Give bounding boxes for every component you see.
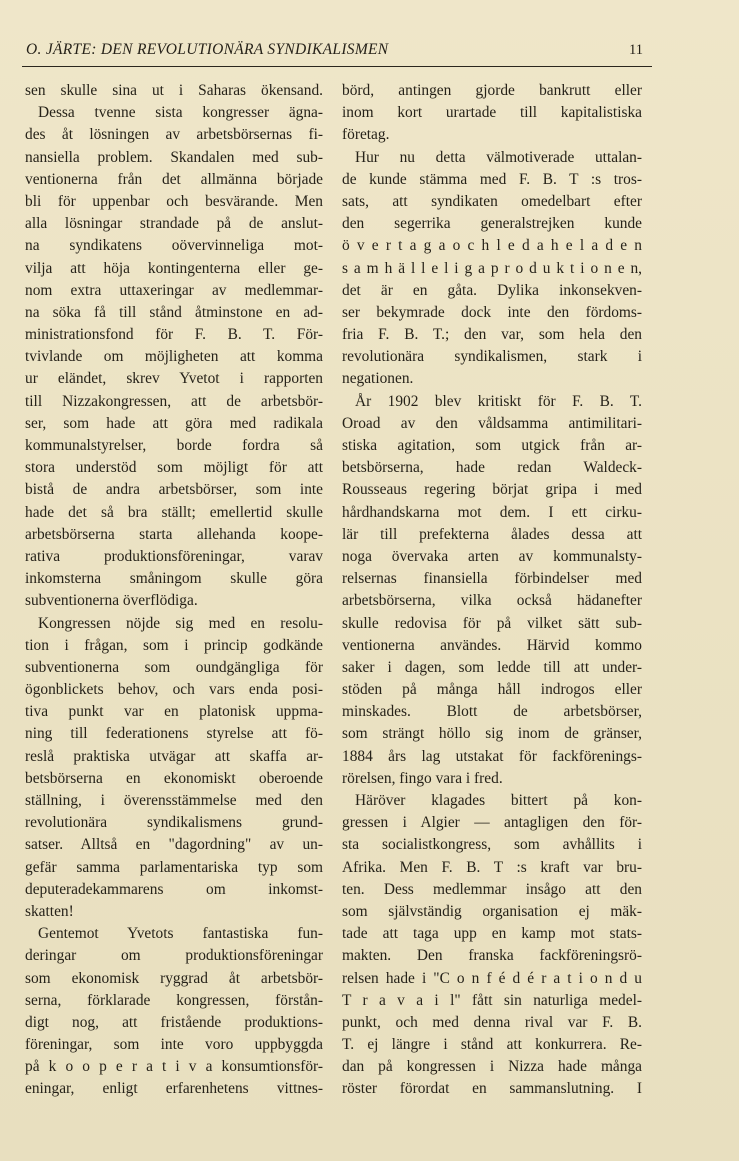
text-line: År 1902 blev kritiskt för F. B. T. <box>355 392 642 410</box>
text-line: vilja att höja kontingenterna eller ge- <box>25 259 323 277</box>
text-line: rativa produktionsföreningar, varav <box>25 547 323 565</box>
text-line: revolutionära syndikalismen, stark i <box>342 348 642 366</box>
text-line: ser bekymrade dock inte den fördoms- <box>342 303 642 321</box>
text-line: Gentemot Yvetots fantastiska fun- <box>38 925 323 943</box>
text-line: dan på kongressen i Nizza hade många <box>342 1058 642 1076</box>
text-line: ö v e r t a g a o c h l e d a h e l a d e n <box>342 237 642 255</box>
text-line: tvivlande om möjligheten att komma <box>25 348 323 366</box>
text-line: reslå praktiska utvägar att skaffa ar- <box>25 747 323 765</box>
text-line: sats, att syndikaten omedelbart efter <box>342 192 642 210</box>
text-line: rörelsen, fingo vara i fred. <box>342 769 503 787</box>
text-line: des åt lösningen av arbetsbörsernas fi- <box>25 126 323 144</box>
text-line: noga övervaka arten av kommunalsty- <box>342 547 642 565</box>
text-line: ventionerna från det allmänna började <box>25 170 323 188</box>
text-line: inkomsterna småningom skulle göra <box>25 570 323 588</box>
text-line: nansiella problem. Skandalen med sub- <box>25 148 323 166</box>
text-line: ten. Dess medlemmar insågo att den <box>342 880 642 898</box>
text-line: bistå de andra arbetsbörser, som inte <box>25 481 323 499</box>
text-line: Hur nu detta välmotiverade uttalan- <box>355 148 642 166</box>
text-line: na syndikatens oövervinneliga mot- <box>25 237 323 255</box>
text-line: s a m h ä l l e l i g a p r o d u k t i o n e n, <box>342 259 642 277</box>
text-line: alla lösningar strandade på de anslut- <box>25 215 323 233</box>
text-line: Rousseaus regering börjat gripa i med <box>342 481 642 499</box>
text-line: negationen. <box>342 370 414 388</box>
text-line: satser. Alltså en "dagordning" av un- <box>25 836 323 854</box>
text-line: sta socialistkongress, som avhållits i <box>342 836 642 854</box>
running-title: O. JÄRTE: DEN REVOLUTIONÄRA SYNDIKALISMEN <box>26 41 389 58</box>
text-line: betsbörserna en ekonomiskt oberoende <box>25 769 323 787</box>
text-line: Kongressen nöjde sig med en resolu- <box>38 614 323 632</box>
text-line: gefär samma parlamentariska typ som <box>25 858 323 876</box>
text-line: sen skulle sina ut i Saharas ökensand. <box>25 82 323 99</box>
text-line: ställning, i överensstämmelse med den <box>25 792 323 809</box>
text-line: det är en gåta. Dylika inkonsekven- <box>342 281 642 299</box>
text-line: som självständig organisation ej mäk- <box>342 902 642 920</box>
text-line: skulle redovisa för på vilket sätt sub- <box>342 614 642 632</box>
text-line: föreningar, som inte voro uppbyggda <box>25 1036 323 1054</box>
header-rule <box>22 66 652 67</box>
text-line: T. ej längre i stånd att konkurrera. Re- <box>342 1036 642 1054</box>
text-line: ser, som hade att göra med radikala <box>25 414 323 432</box>
text-line: Häröver klagades bittert på kon- <box>355 792 642 809</box>
text-line: stiska agitation, som utgick från ar- <box>342 437 642 454</box>
left-column <box>25 80 323 1101</box>
text-line: nom extra uttaxeringar av medlemmar- <box>25 281 323 299</box>
text-line: revolutionära syndikalismens grund- <box>25 814 323 832</box>
text-line: tade att taga upp en kamp mot stats- <box>342 925 642 943</box>
text-line: de kunde stämma med F. B. T :s tros- <box>342 170 642 188</box>
text-line: saker i dagen, som ledde till att under- <box>342 658 642 676</box>
text-line: fria F. B. T.; den var, som hela den <box>342 326 642 344</box>
text-line: arbetsbörserna starta allehanda koope- <box>25 525 323 543</box>
text-line: punkt, och med denna rival var F. B. <box>342 1013 642 1031</box>
text-line: Afrika. Men F. B. T :s kraft var bru- <box>342 858 642 876</box>
text-line: röster förordat en sammanslutning. I <box>342 1080 642 1098</box>
text-line: tion i frågan, som i princip godkände <box>25 636 323 654</box>
text-line: ventionerna användes. Härvid kommo <box>342 636 642 654</box>
text-line: serna, förklarade kongressen, förstån- <box>25 991 323 1009</box>
text-line: den segerrika generalstrejken kunde <box>342 215 642 233</box>
text-line: kommunalstyrelser, borde fordra så <box>25 437 323 454</box>
text-line: ministrationsfond för F. B. T. För- <box>25 326 323 344</box>
text-line: gressen i Algier — antagligen den för- <box>342 814 642 832</box>
text-line: inom kort urartade till kapitalistiska <box>342 104 642 122</box>
text-line: 1884 års lag utstakat för fackförenings- <box>342 747 642 765</box>
text-line: hade det så bra ställt; emellertid skulle <box>25 503 323 521</box>
text-line: bli för uppenbar och besvärande. Men <box>25 192 323 210</box>
text-line: ögonblickets behov, och vars enda posi- <box>25 681 323 699</box>
right-column <box>342 80 642 1101</box>
text-line: ur eländet, skrev Yvetot i rapporten <box>25 370 323 388</box>
text-line: relsen hade i "C o n f é d é r a t i o n d u <box>342 969 642 987</box>
text-line: som strängt höllo sig inom de gränser, <box>342 725 642 743</box>
text-line: Oroad av den våldsamma antimilitari- <box>342 414 642 432</box>
text-line: na söka få till stånd åtminstone en ad- <box>25 303 323 321</box>
text-line: digt nog, att fristående produktions- <box>25 1013 323 1031</box>
text-line: hårdhandskarna mot dem. I ett cirku- <box>342 503 642 521</box>
text-line: eningar, enligt erfarenhetens vittnes- <box>25 1080 323 1098</box>
text-line: börd, antingen gjorde bankrutt eller <box>342 82 642 99</box>
text-line: ning till federationens styrelse att fö- <box>25 725 323 743</box>
text-line: subventionerna överflödiga. <box>25 592 198 610</box>
text-line: minskades. Blott de arbetsbörser, <box>342 703 642 721</box>
text-line: deputeradekammarens om inkomst- <box>25 880 323 898</box>
text-line: deringar om produktionsföreningar <box>25 947 323 965</box>
text-line: stöden på många håll indrogos eller <box>342 681 642 699</box>
text-line: på k o o p e r a t i v a konsumtionsför- <box>25 1058 323 1076</box>
text-line: makten. Den franska fackföreningsrö- <box>342 947 642 965</box>
text-line: skatten! <box>25 902 74 920</box>
text-line: arbetsbörserna, vilka också hädanefter <box>342 592 642 610</box>
text-line: tiva punkt var en platonisk uppma- <box>25 703 323 721</box>
text-line: T r a v a i l" fått sin naturliga medel- <box>342 991 642 1009</box>
text-line: subventionerna som oundgängliga för <box>25 658 323 676</box>
text-line: relsernas finansiella förbindelser med <box>342 570 642 588</box>
page-number: 11 <box>629 42 643 58</box>
text-line: till Nizzakongressen, att de arbetsbör- <box>25 392 323 410</box>
text-line: lär till prefekterna ålades dessa att <box>342 525 642 543</box>
text-line: som ekonomisk ryggrad åt arbetsbör- <box>25 969 323 987</box>
text-line: betsbörserna, hade redan Waldeck- <box>342 459 642 477</box>
text-line: företag. <box>342 126 390 144</box>
text-line: stora understöd som möjligt för att <box>25 459 323 477</box>
text-line: Dessa tvenne sista kongresser ägna- <box>38 104 323 122</box>
